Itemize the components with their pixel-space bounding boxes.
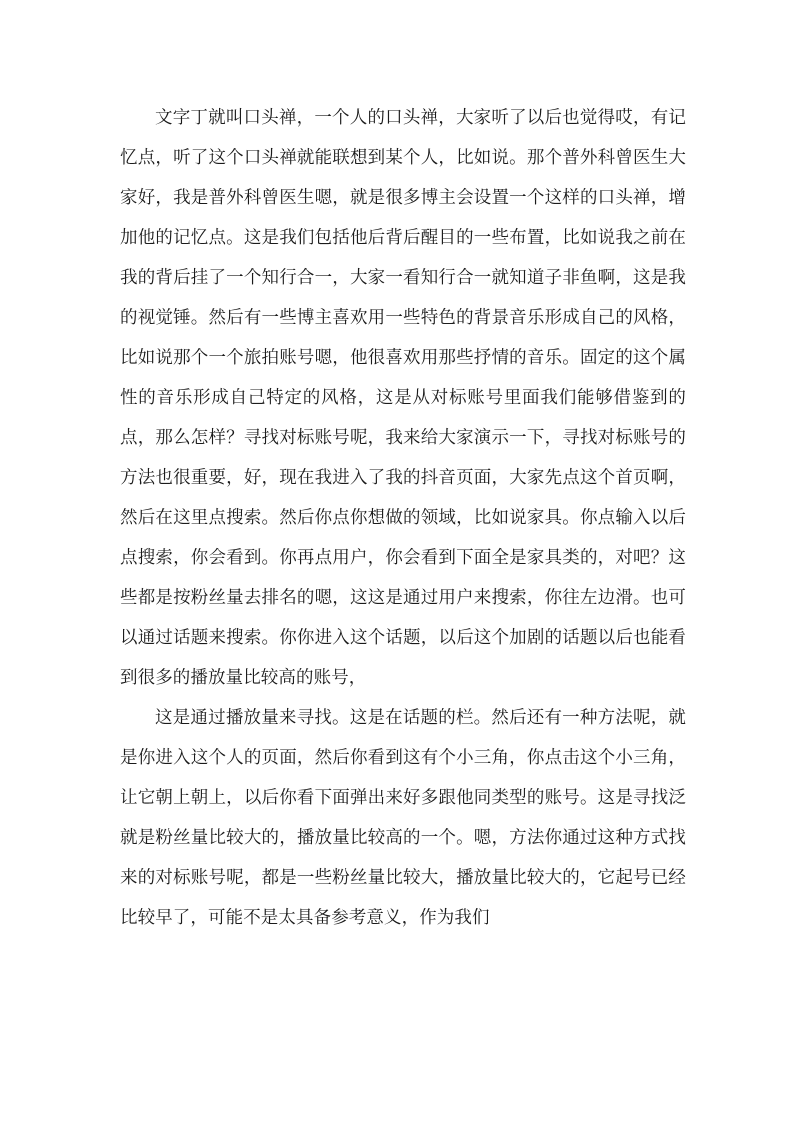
document-body [120, 98, 686, 938]
paragraph: 文字丁就叫口头禅，一个人的口头禅，大家听了以后也觉得哎，有记忆点，听了这个口头禅就能联想到某个人，比如说。那个普外科曾医生大家好，我是普外科曾医生嗯，就是很多博主会设置一个这样的口头禅，增加他的记忆点。这是我们包括他后背后醒目的一些布置，比如说我之前在我的背后挂了一个知行合一，大家一看知行合一就知道子非鱼啊，这是我的视觉锤。然后有一些博主喜欢用一些特色的背景音乐形成自己的风格，比如说那个一个旅拍账号嗯，他很喜欢用那些抒情的音乐。固定的这个属性的音乐形成自己特定的风格，这是从对标账号里面我们能够借鉴到的点，那么怎样？寻找对标账号呢，我来给大家演示一下，寻找对标账号的方法也很重要，好，现在我进入了我的抖音页面，大家先点这个首页啊，然后在这里点搜索。然后你点你想做的领域，比如说家具。你点输入以后点搜索，你会看到。你再点用户，你会看到下面全是家具类的，对吧？这些都是按粉丝量去排名的嗯，这这是通过用户来搜索，你往左边滑。也可以通过话题来搜索。你你进入这个话题，以后这个加剧的话题以后也能看到很多的播放量比较高的账号， [120, 108, 686, 688]
paragraph: 这是通过播放量来寻找。这是在话题的栏。然后还有一种方法呢，就是你进入这个人的页面，然后你看到这有个小三角，你点击这个小三角，让它朝上朝上，以后你看下面弹出来好多跟他同类型的账号。这是寻找泛就是粉丝量比较大的，播放量比较高的一个。嗯，方法你通过这种方式找来的对标账号呢，都是一些粉丝量比较大，播放量比较大的，它起号已经比较早了，可能不是太具备参考意义，作为我们 [120, 708, 686, 928]
